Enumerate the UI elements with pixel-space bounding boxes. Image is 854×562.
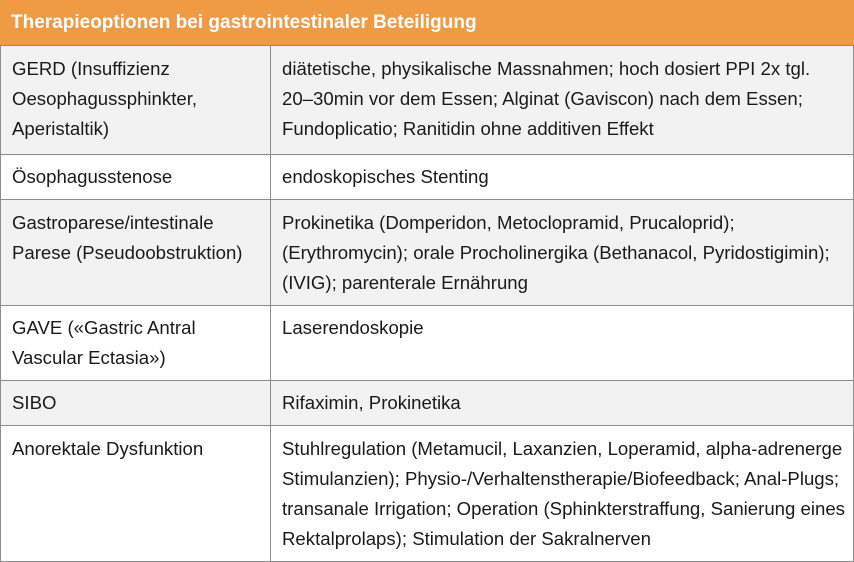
therapy-cell	[271, 200, 854, 306]
therapy-cell	[271, 426, 854, 562]
table-title: Therapieoptionen bei gastrointestinaler Beteiligung	[1, 1, 854, 46]
condition-cell	[1, 306, 271, 381]
condition-text: GAVE («Gastric Antral Vascular Ectasia»)	[12, 317, 196, 368]
condition-text: Ösophagusstenose	[12, 166, 173, 187]
condition-cell	[1, 381, 271, 426]
table-row	[1, 306, 854, 381]
therapy-text: Rifaximin, Prokinetika	[282, 392, 461, 413]
condition-text: Anorektale Dysfunktion	[12, 438, 204, 459]
condition-cell	[1, 200, 271, 306]
therapy-cell	[271, 46, 854, 155]
condition-cell	[1, 426, 271, 562]
therapy-text: diätetische, physikalische Massnahmen; hoch dosiert PPI 2x tgl. 20–30min vor dem Essen; Alginat (Gaviscon) nach dem Essen; Fundoplicatio; Ranitidin ohne additiven Effekt	[282, 58, 811, 139]
condition-cell	[1, 155, 271, 200]
table-row	[1, 155, 854, 200]
therapy-text: endoskopisches Stenting	[282, 166, 489, 187]
therapy-cell	[271, 155, 854, 200]
therapy-cell	[271, 306, 854, 381]
table-row	[1, 381, 854, 426]
table-row	[1, 200, 854, 306]
therapy-text: Laserendoskopie	[282, 317, 424, 338]
table-row	[1, 426, 854, 562]
therapy-text: Stuhlregulation (Metamucil, Laxanzien, Loperamid, alpha-adrenerge Stimulanzien); Physio-/Verhaltenstherapie/Biofeedback; Anal-Plugs; transanale Irrigation; Operation (Sphinkterstraffung, Sanierung eines Rektalprolaps); Stimulation der Sakralnerven	[282, 438, 845, 549]
therapy-text: Prokinetika (Domperidon, Metoclopramid, Prucaloprid); (Erythromycin); orale Procholinergika (Bethanacol, Pyridostigimin); (IVIG); parenterale Ernährung	[282, 212, 830, 293]
condition-cell	[1, 46, 271, 155]
therapy-cell	[271, 381, 854, 426]
condition-text: Gastroparese/intestinale Parese (Pseudoobstruktion)	[12, 212, 243, 263]
table-header-row	[1, 1, 854, 46]
condition-text: SIBO	[12, 392, 57, 413]
table-row	[1, 46, 854, 155]
condition-text: GERD (Insuffizienz Oesophagussphinkter, Aperistaltik)	[12, 58, 198, 139]
